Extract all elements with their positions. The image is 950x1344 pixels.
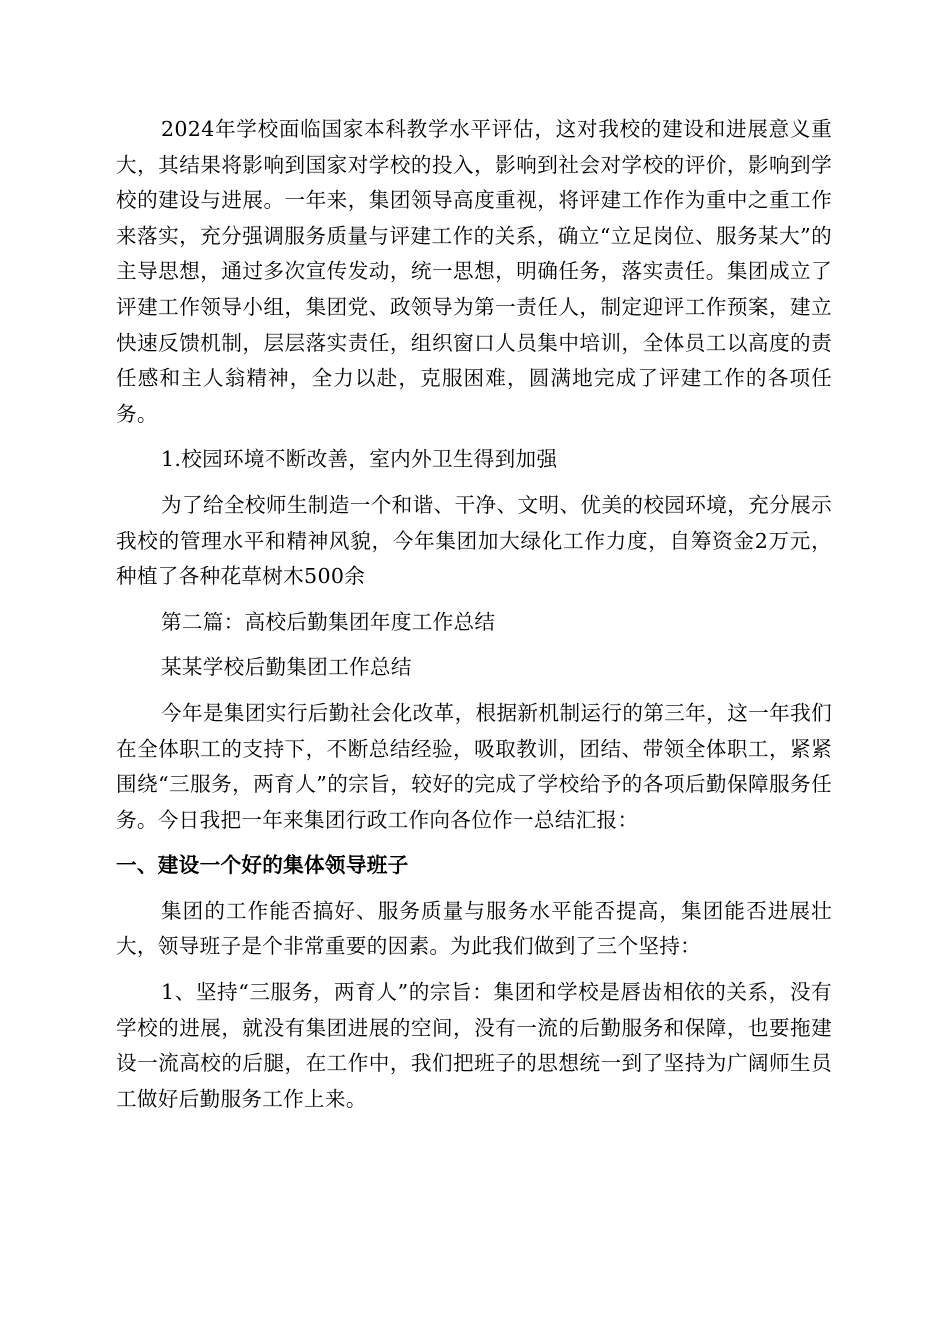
paragraph-campus-environment: 为了给全校师生制造一个和谐、干净、文明、优美的校园环境，充分展示我校的管理水平和精神风貌，今年集团加大绿化工作力度，自筹资金2万元，种植了各种花草树木500余 xyxy=(116,492,832,589)
heading-leadership-team: 一、建设一个好的集体领导班子 xyxy=(116,853,409,878)
paragraph-leadership: 集团的工作能否搞好、服务质量与服务水平能否提高，集团能否进展壮大，领导班子是个非常重要的因素。为此我们做到了三个坚持： xyxy=(116,898,832,959)
document-page xyxy=(116,112,832,1117)
paragraph-principle-1: 1、坚持“三服务，两育人”的宗旨：集团和学校是唇齿相依的关系，没有学校的进展，就没有集团进展的空间，没有一流的后勤服务和保障，也要拖建设一流高校的后腿，在工作中，我们把班子的思想统一到了坚持为广阔师生员工做好后勤服务工作上来。 xyxy=(116,980,832,1111)
paragraph-evaluation: 2024年学校面临国家本科教学水平评估，这对我校的建设和进展意义重大，其结果将影响到国家对学校的投入，影响到社会对学校的评价，影响到学校的建设与进展。一年来，集团领导高度重视，将评建工作作为重中之重工作来落实，充分强调服务质量与评建工作的关系，确立“立足岗位、服务某大”的主导思想，通过多次宣传发动，统一思想，明确任务，落实责任。集团成立了评建工作领导小组，集团党、政领导为第一责任人，制定迎评工作预案，建立快速反馈机制，层层落实责任，组织窗口人员集中培训，全体员工以高度的责任感和主人翁精神，全力以赴，克服困难，圆满地完成了评建工作的各项任务。 xyxy=(116,117,832,426)
section-title-second-article: 第二篇：高校后勤集团年度工作总结 xyxy=(161,609,496,634)
document-subtitle: 某某学校后勤集团工作总结 xyxy=(161,655,412,680)
paragraph-intro: 今年是集团实行后勤社会化改革，根据新机制运行的第三年，这一年我们在全体职工的支持下，不断总结经验，吸取教训，团结、带领全体职工，紧紧围绕“三服务，两育人”的宗旨，较好的完成了学校给予的各项后勤保障服务任务。今日我把一年来集团行政工作向各位作一总结汇报： xyxy=(116,700,832,832)
subheading-campus-environment: 1.校园环境不断改善，室内外卫生得到加强 xyxy=(161,447,558,472)
